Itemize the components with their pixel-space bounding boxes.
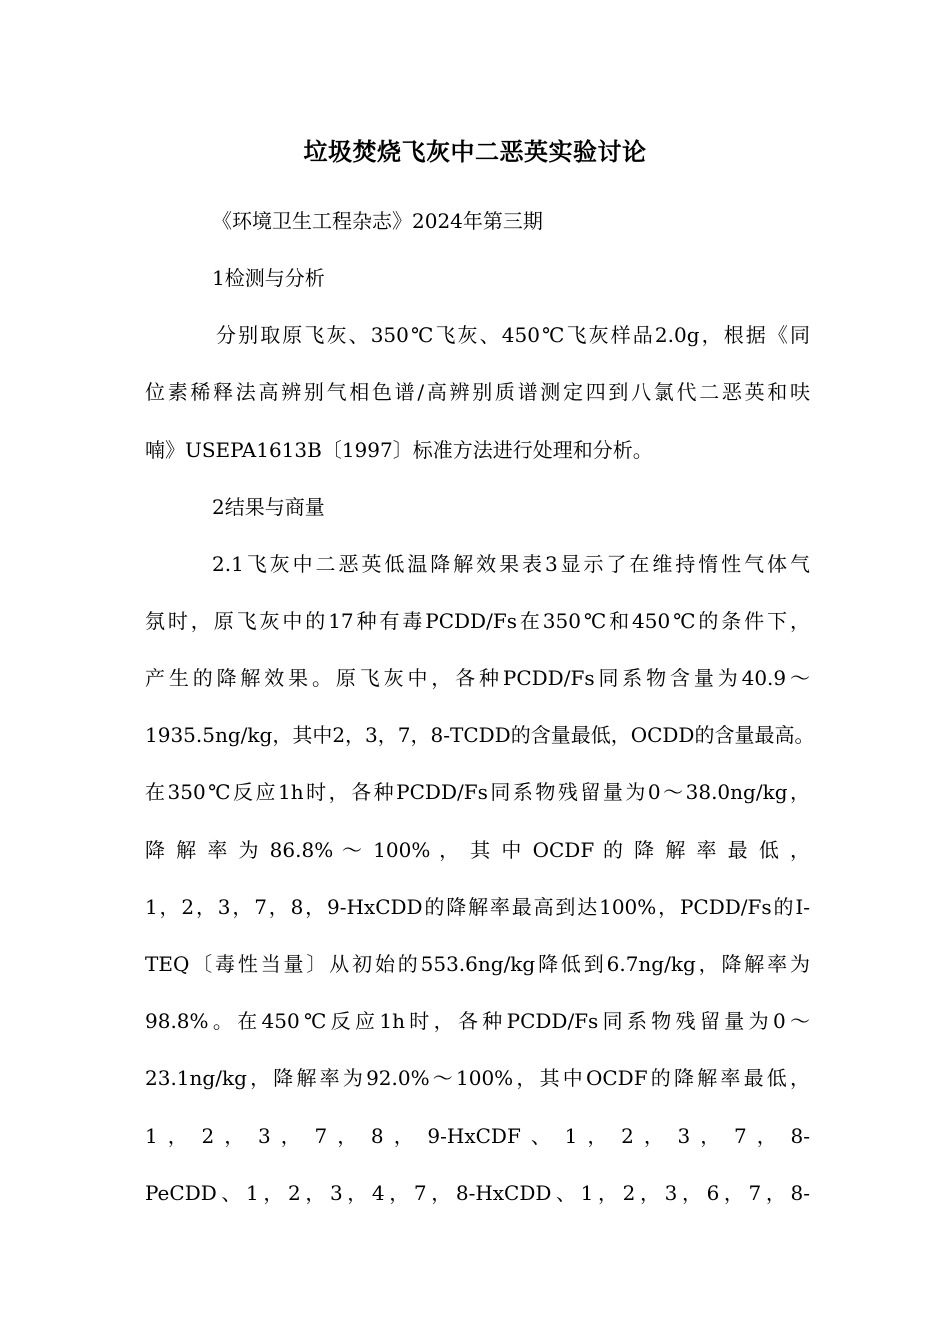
paragraph-2-line-11: 1 ， 2 ， 3 ， 7 ， 8 ， 9-HxCDF 、 1 ， 2 ， 3 ， 7 ， 8-	[145, 1124, 810, 1148]
paragraph-2-line-2: 氛时，原飞灰中的17种有毒PCDD/Fs在350℃和450℃的条件下，	[145, 609, 810, 633]
paragraph-2-line-4: 1935.5ng/kg，其中2，3，7，8-TCDD的含量最低，OCDD的含量最高。	[145, 723, 815, 747]
paragraph-2-line-1: 2.1飞灰中二恶英低温降解效果表3显示了在维持惰性气体气	[212, 552, 810, 576]
paragraph-2-line-7: 1，2，3，7，8，9-HxCDD的降解率最高到达100%，PCDD/Fs的I-	[145, 895, 810, 919]
paragraph-2-line-3: 产生的降解效果。原飞灰中，各种PCDD/Fs同系物含量为40.9～	[145, 666, 810, 690]
paragraph-2-line-6: 降 解 率 为 86.8% ～ 100% ， 其 中 OCDF 的 降 解 率 最 低 ，	[145, 838, 810, 862]
section-heading-2: 2结果与商量	[212, 495, 325, 519]
document-title: 垃圾焚烧飞灰中二恶英实验讨论	[303, 138, 647, 166]
paragraph-2-line-8: TEQ〔毒性当量〕从初始的553.6ng/kg降低到6.7ng/kg，降解率为	[145, 952, 810, 976]
paragraph-1-line-3: 喃》USEPA1613B〔1997〕标准方法进行处理和分析。	[145, 438, 653, 462]
paragraph-1-line-1: 分别取原飞灰、350℃飞灰、450℃飞灰样品2.0g，根据《同	[216, 323, 810, 347]
journal-source: 《环境卫生工程杂志》2024年第三期	[212, 209, 543, 233]
paragraph-2-line-12: PeCDD、1，2，3，4，7，8-HxCDD、1，2，3，6，7，8-	[145, 1181, 810, 1205]
paragraph-1-line-2: 位素稀释法高辨别气相色谱/高辨别质谱测定四到八氯代二恶英和呋	[145, 380, 810, 404]
paragraph-2-line-5: 在350℃反应1h时，各种PCDD/Fs同系物残留量为0～38.0ng/kg，	[145, 780, 810, 804]
paragraph-2-line-10: 23.1ng/kg，降解率为92.0%～100%，其中OCDF的降解率最低，	[145, 1066, 810, 1090]
section-heading-1: 1检测与分析	[212, 266, 325, 290]
paragraph-2-line-9: 98.8%。在450℃反应1h时，各种PCDD/Fs同系物残留量为0～	[145, 1009, 810, 1033]
